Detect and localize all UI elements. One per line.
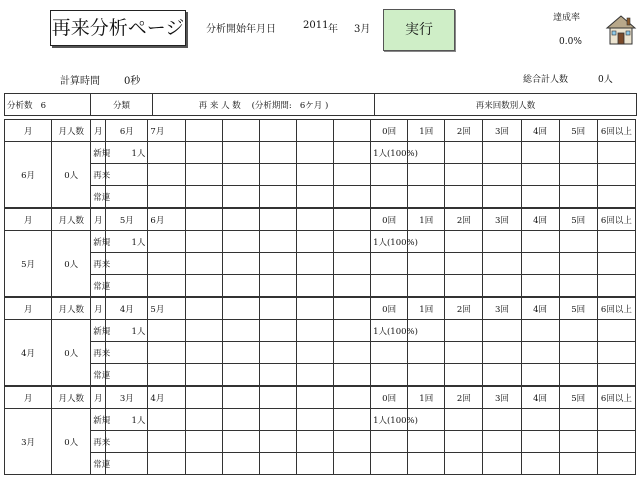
data-cell [521, 142, 559, 164]
data-cell [296, 320, 333, 342]
data-cell [222, 275, 259, 297]
month-col-header: 月 [5, 298, 52, 320]
data-cell [222, 164, 259, 186]
data-cell [333, 164, 370, 186]
data-cell [259, 320, 296, 342]
data-cell [445, 320, 483, 342]
visit-count-header: 3回 [483, 120, 521, 142]
month-value[interactable]: 3月 [354, 24, 371, 35]
month-short-header: 月 [91, 120, 106, 142]
row-label: 常連 [91, 186, 106, 208]
data-cell [259, 431, 296, 453]
data-cell [521, 231, 559, 253]
data-cell [333, 342, 370, 364]
data-cell [259, 253, 296, 275]
data-cell [222, 186, 259, 208]
month2-header: 5月 [148, 298, 185, 320]
data-cell [148, 164, 185, 186]
data-cell [521, 253, 559, 275]
month-short-header: 月 [91, 209, 106, 231]
data-cell [483, 364, 521, 386]
data-cell [185, 142, 222, 164]
data-cell [222, 253, 259, 275]
empty-cell [259, 387, 296, 409]
visit-count-header: 6回以上 [597, 298, 635, 320]
data-cell [259, 186, 296, 208]
data-cell [222, 364, 259, 386]
visit-count-header: 2回 [445, 387, 483, 409]
execute-button[interactable]: 実行 [383, 9, 455, 51]
data-cell [483, 453, 521, 475]
row-label: 常連 [91, 453, 106, 475]
visit-count-header: 3回 [483, 387, 521, 409]
m1-value [106, 186, 148, 208]
data-cell [521, 409, 559, 431]
calc-time-value: 0秒 [124, 76, 141, 87]
data-cell [296, 253, 333, 275]
visit-count-header: 5回 [559, 387, 597, 409]
data-cell [559, 342, 597, 364]
data-cell [185, 275, 222, 297]
data-cell [148, 342, 185, 364]
data-cell [296, 164, 333, 186]
data-cell [296, 364, 333, 386]
data-cell [559, 164, 597, 186]
empty-cell [222, 387, 259, 409]
data-cell [559, 231, 597, 253]
data-cell [521, 186, 559, 208]
analysis-count-value: 6 [40, 100, 47, 111]
visit-count-header: 3回 [483, 209, 521, 231]
data-cell [333, 320, 370, 342]
year-unit: 年 [328, 24, 338, 35]
zero-visit-cell [371, 364, 408, 386]
zero-visit-cell [371, 453, 408, 475]
month-people-col-header: 月人数 [52, 298, 91, 320]
data-cell [333, 275, 370, 297]
table-row [5, 320, 636, 342]
visit-count-header: 4回 [521, 120, 559, 142]
data-cell [333, 186, 370, 208]
data-cell [483, 142, 521, 164]
visit-count-header: 4回 [521, 298, 559, 320]
data-cell [559, 431, 597, 453]
table-row [5, 186, 636, 208]
empty-cell [185, 209, 222, 231]
data-cell [597, 186, 635, 208]
data-cell [185, 186, 222, 208]
m1-value [106, 342, 148, 364]
table-row [5, 342, 636, 364]
home-icon[interactable] [606, 14, 636, 46]
row-label: 再来 [91, 253, 106, 275]
month-section-table [4, 208, 636, 297]
category-header: 分類 [91, 94, 153, 116]
data-cell [408, 164, 445, 186]
empty-cell [333, 209, 370, 231]
data-cell [521, 431, 559, 453]
visit-count-header: 6回以上 [597, 209, 635, 231]
achievement-value: 0.0% [559, 37, 582, 47]
data-cell [408, 186, 445, 208]
data-cell [559, 253, 597, 275]
data-cell [408, 275, 445, 297]
month2-header: 6月 [148, 209, 185, 231]
empty-cell [185, 387, 222, 409]
total-people-value: 0人 [598, 75, 613, 85]
data-cell [559, 186, 597, 208]
data-cell [597, 320, 635, 342]
table-row [5, 409, 636, 431]
analysis-count-cell [5, 94, 91, 116]
zero-visit-cell: 1人(100%) [371, 409, 408, 431]
month-section-table [4, 119, 636, 208]
row-label: 新規 [91, 320, 106, 342]
zero-visit-cell: 1人(100%) [371, 231, 408, 253]
row-label: 再来 [91, 342, 106, 364]
empty-cell [185, 298, 222, 320]
section-people: 0人 [52, 231, 91, 297]
visits-people-header: 再来回数別人数 [375, 94, 637, 116]
data-cell [408, 364, 445, 386]
month2-header: 7月 [148, 120, 185, 142]
data-cell [148, 320, 185, 342]
data-cell [445, 364, 483, 386]
data-cell [148, 253, 185, 275]
data-cell [185, 409, 222, 431]
data-cell [445, 231, 483, 253]
month1-header: 6月 [106, 120, 148, 142]
m1-value [106, 253, 148, 275]
data-cell [185, 453, 222, 475]
data-cell [521, 342, 559, 364]
data-cell [559, 142, 597, 164]
zero-visit-cell [371, 186, 408, 208]
data-cell [296, 453, 333, 475]
table-row [5, 453, 636, 475]
data-cell [483, 253, 521, 275]
table-row [5, 364, 636, 386]
data-cell [259, 142, 296, 164]
empty-cell [259, 209, 296, 231]
data-cell [597, 342, 635, 364]
data-cell [222, 431, 259, 453]
section-month: 5月 [5, 231, 52, 297]
data-cell [296, 431, 333, 453]
data-cell [483, 342, 521, 364]
section-month: 6月 [5, 142, 52, 208]
data-cell [597, 253, 635, 275]
empty-cell [296, 387, 333, 409]
month-people-col-header: 月人数 [52, 120, 91, 142]
table-row [5, 142, 636, 164]
month-section-table [4, 386, 636, 475]
m1-value: 1人 [106, 231, 148, 253]
visit-count-header: 0回 [371, 209, 408, 231]
data-cell [222, 320, 259, 342]
zero-visit-cell [371, 342, 408, 364]
analysis-period-label: (分析期間: [251, 100, 292, 111]
data-cell [333, 364, 370, 386]
empty-cell [222, 298, 259, 320]
data-cell [222, 231, 259, 253]
data-cell [148, 275, 185, 297]
data-cell [259, 409, 296, 431]
month-col-header: 月 [5, 209, 52, 231]
analysis-period-value: 6ケ月 ) [299, 100, 329, 111]
visit-count-header: 5回 [559, 209, 597, 231]
m1-value [106, 453, 148, 475]
row-label: 新規 [91, 231, 106, 253]
data-cell [559, 364, 597, 386]
data-cell [521, 453, 559, 475]
data-cell [259, 453, 296, 475]
data-cell [259, 364, 296, 386]
visit-count-header: 5回 [559, 120, 597, 142]
month1-header: 4月 [106, 298, 148, 320]
visit-count-header: 6回以上 [597, 387, 635, 409]
data-cell [296, 186, 333, 208]
data-cell [148, 453, 185, 475]
row-label: 常連 [91, 275, 106, 297]
data-cell [333, 431, 370, 453]
data-cell [408, 253, 445, 275]
period-label: 分析開始年月日 [206, 24, 276, 35]
data-cell [597, 409, 635, 431]
table-row [5, 275, 636, 297]
month-short-header: 月 [91, 387, 106, 409]
calc-time-label: 計算時間 [60, 76, 100, 87]
visit-count-header: 0回 [371, 298, 408, 320]
data-cell [408, 342, 445, 364]
year-value[interactable]: 2011 [303, 20, 329, 31]
data-cell [333, 142, 370, 164]
data-cell [185, 364, 222, 386]
data-cell [296, 409, 333, 431]
month-col-header: 月 [5, 387, 52, 409]
section-people: 0人 [52, 320, 91, 386]
data-cell [559, 453, 597, 475]
visit-count-header: 0回 [371, 120, 408, 142]
m1-value [106, 431, 148, 453]
data-cell [597, 431, 635, 453]
empty-cell [222, 120, 259, 142]
achievement-label: 達成率 [553, 13, 581, 23]
data-cell [185, 342, 222, 364]
data-cell [521, 164, 559, 186]
empty-cell [333, 120, 370, 142]
zero-visit-cell [371, 431, 408, 453]
data-cell [483, 164, 521, 186]
zero-visit-cell: 1人(100%) [371, 142, 408, 164]
data-cell [445, 409, 483, 431]
data-cell [408, 453, 445, 475]
row-label: 常連 [91, 364, 106, 386]
data-cell [559, 409, 597, 431]
data-cell [597, 142, 635, 164]
data-cell [597, 453, 635, 475]
repeat-people-header [153, 94, 375, 116]
section-month: 4月 [5, 320, 52, 386]
data-cell [148, 142, 185, 164]
data-cell [222, 142, 259, 164]
data-cell [296, 231, 333, 253]
data-cell [483, 431, 521, 453]
data-cell [445, 186, 483, 208]
row-label: 新規 [91, 142, 106, 164]
visit-count-header: 6回以上 [597, 120, 635, 142]
data-cell [559, 275, 597, 297]
m1-value: 1人 [106, 409, 148, 431]
summary-header-table [4, 93, 637, 116]
data-cell [333, 409, 370, 431]
data-cell [259, 164, 296, 186]
data-cell [597, 364, 635, 386]
section-people: 0人 [52, 142, 91, 208]
data-cell [521, 320, 559, 342]
total-people-label: 総合計人数 [523, 75, 569, 85]
empty-cell [296, 120, 333, 142]
page-title: 再来分析ページ [50, 10, 186, 46]
data-cell [597, 231, 635, 253]
data-cell [148, 409, 185, 431]
data-cell [521, 275, 559, 297]
data-cell [296, 342, 333, 364]
data-cell [148, 431, 185, 453]
visit-count-header: 2回 [445, 120, 483, 142]
data-cell [521, 364, 559, 386]
repeat-people-label: 再 来 人 数 [198, 100, 241, 111]
data-cell [445, 253, 483, 275]
row-label: 再来 [91, 431, 106, 453]
data-cell [148, 231, 185, 253]
data-cell [222, 409, 259, 431]
m1-value [106, 275, 148, 297]
zero-visit-cell [371, 253, 408, 275]
table-row [5, 231, 636, 253]
m1-value [106, 164, 148, 186]
month-col-header: 月 [5, 120, 52, 142]
data-cell [259, 231, 296, 253]
data-cell [185, 320, 222, 342]
section-month: 3月 [5, 409, 52, 475]
month2-header: 4月 [148, 387, 185, 409]
data-cell [222, 342, 259, 364]
data-cell [148, 364, 185, 386]
month-section-table [4, 297, 636, 386]
data-cell [445, 164, 483, 186]
visit-count-header: 4回 [521, 387, 559, 409]
table-row [5, 164, 636, 186]
visit-count-header: 3回 [483, 298, 521, 320]
data-cell [296, 275, 333, 297]
month-people-col-header: 月人数 [52, 209, 91, 231]
data-cell [185, 431, 222, 453]
data-cell [445, 342, 483, 364]
empty-cell [333, 387, 370, 409]
zero-visit-cell: 1人(100%) [371, 320, 408, 342]
data-cell [259, 275, 296, 297]
data-cell [296, 142, 333, 164]
data-cell [259, 342, 296, 364]
empty-cell [222, 209, 259, 231]
visit-count-header: 1回 [408, 209, 445, 231]
month1-header: 5月 [106, 209, 148, 231]
data-cell [445, 275, 483, 297]
visit-count-header: 2回 [445, 298, 483, 320]
data-cell [222, 453, 259, 475]
data-cell [597, 275, 635, 297]
visit-count-header: 4回 [521, 209, 559, 231]
data-cell [445, 453, 483, 475]
visit-count-header: 1回 [408, 387, 445, 409]
data-cell [408, 431, 445, 453]
data-cell [483, 186, 521, 208]
data-cell [483, 320, 521, 342]
data-cell [148, 186, 185, 208]
data-cell [483, 409, 521, 431]
m1-value: 1人 [106, 320, 148, 342]
month-short-header: 月 [91, 298, 106, 320]
m1-value: 1人 [106, 142, 148, 164]
month-people-col-header: 月人数 [52, 387, 91, 409]
m1-value [106, 364, 148, 386]
visit-count-header: 5回 [559, 298, 597, 320]
zero-visit-cell [371, 164, 408, 186]
empty-cell [259, 120, 296, 142]
data-cell [445, 142, 483, 164]
empty-cell [296, 209, 333, 231]
row-label: 再来 [91, 164, 106, 186]
data-cell [445, 431, 483, 453]
table-row [5, 253, 636, 275]
data-cell [185, 253, 222, 275]
data-cell [597, 164, 635, 186]
visit-count-header: 0回 [371, 387, 408, 409]
zero-visit-cell [371, 275, 408, 297]
data-cell [483, 275, 521, 297]
data-cell [185, 164, 222, 186]
data-cell [333, 453, 370, 475]
visit-count-header: 1回 [408, 298, 445, 320]
data-cell [559, 320, 597, 342]
empty-cell [333, 298, 370, 320]
empty-cell [185, 120, 222, 142]
data-cell [483, 231, 521, 253]
data-cell [333, 253, 370, 275]
data-cell [185, 231, 222, 253]
data-cell [333, 231, 370, 253]
visit-count-header: 1回 [408, 120, 445, 142]
section-people: 0人 [52, 409, 91, 475]
row-label: 新規 [91, 409, 106, 431]
empty-cell [296, 298, 333, 320]
visit-count-header: 2回 [445, 209, 483, 231]
analysis-count-label: 分析数 [7, 100, 33, 111]
table-row [5, 431, 636, 453]
month1-header: 3月 [106, 387, 148, 409]
empty-cell [259, 298, 296, 320]
